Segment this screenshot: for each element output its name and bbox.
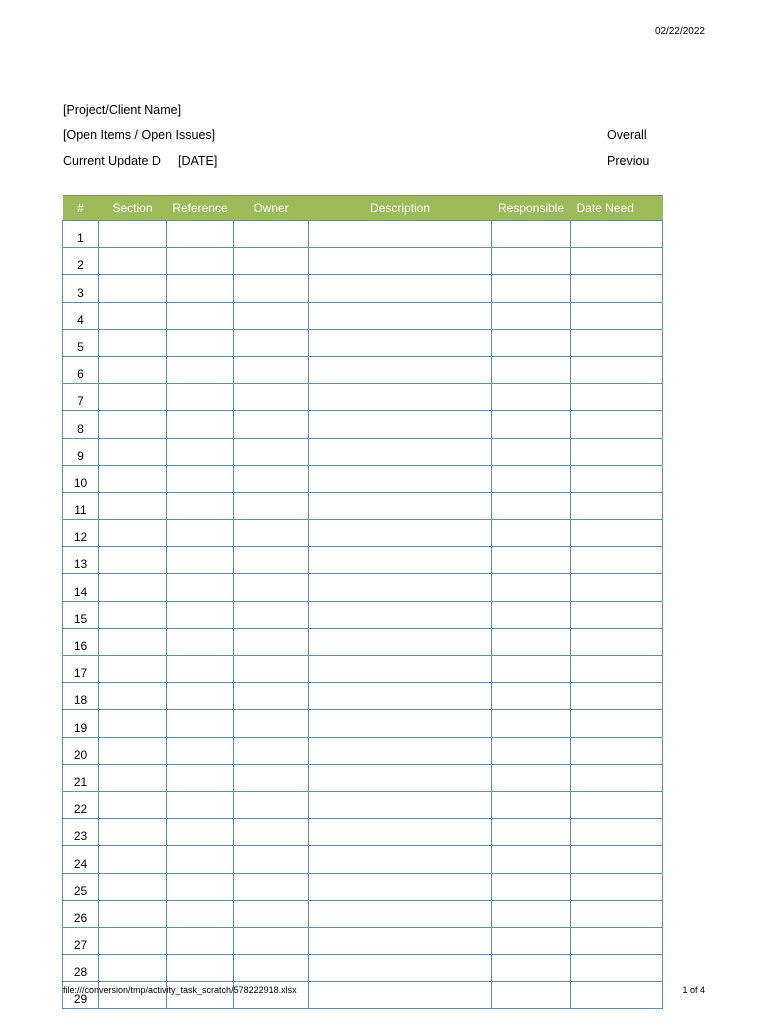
empty-cell: [492, 955, 571, 982]
empty-cell: [167, 737, 234, 764]
empty-cell: [99, 574, 167, 601]
empty-cell: [571, 656, 663, 683]
empty-cell: [492, 900, 571, 927]
row-number-cell: 19: [63, 710, 99, 737]
empty-cell: [309, 927, 492, 954]
overall-label: Overall: [607, 128, 647, 142]
empty-cell: [234, 329, 309, 356]
empty-cell: [99, 438, 167, 465]
empty-cell: [167, 764, 234, 791]
row-number-cell: 18: [63, 683, 99, 710]
empty-cell: [492, 356, 571, 383]
empty-cell: [99, 492, 167, 519]
empty-cell: [492, 628, 571, 655]
empty-cell: [99, 737, 167, 764]
table-row: [63, 248, 663, 275]
row-number-cell: 4: [63, 302, 99, 329]
empty-cell: [571, 791, 663, 818]
empty-cell: [571, 411, 663, 438]
row-number-cell: 20: [63, 737, 99, 764]
empty-cell: [492, 329, 571, 356]
empty-cell: [492, 819, 571, 846]
empty-cell: [492, 492, 571, 519]
empty-cell: [167, 384, 234, 411]
empty-cell: [167, 955, 234, 982]
empty-cell: [571, 819, 663, 846]
row-number-cell: 23: [63, 819, 99, 846]
table-row: [63, 955, 663, 982]
empty-cell: [571, 492, 663, 519]
empty-cell: [492, 275, 571, 302]
empty-cell: [99, 248, 167, 275]
empty-cell: [167, 683, 234, 710]
empty-cell: [309, 221, 492, 248]
empty-cell: [99, 465, 167, 492]
empty-cell: [167, 520, 234, 547]
empty-cell: [99, 656, 167, 683]
empty-cell: [234, 873, 309, 900]
empty-cell: [167, 438, 234, 465]
table-row: [63, 384, 663, 411]
empty-cell: [99, 411, 167, 438]
empty-cell: [234, 520, 309, 547]
empty-cell: [571, 438, 663, 465]
empty-cell: [167, 927, 234, 954]
table-row: [63, 764, 663, 791]
row-number-cell: 22: [63, 791, 99, 818]
row-number-cell: 28: [63, 955, 99, 982]
empty-cell: [167, 356, 234, 383]
empty-cell: [492, 465, 571, 492]
empty-cell: [234, 411, 309, 438]
empty-cell: [99, 791, 167, 818]
empty-cell: [234, 356, 309, 383]
empty-cell: [99, 846, 167, 873]
current-update-date: [DATE]: [178, 154, 218, 168]
empty-cell: [571, 465, 663, 492]
table-row: [63, 846, 663, 873]
table-row: [63, 520, 663, 547]
empty-cell: [99, 356, 167, 383]
empty-cell: [571, 873, 663, 900]
empty-cell: [309, 764, 492, 791]
empty-cell: [309, 982, 492, 1009]
open-items-title: [Open Items / Open Issues]: [63, 128, 216, 142]
empty-cell: [234, 927, 309, 954]
empty-cell: [234, 710, 309, 737]
empty-cell: [234, 221, 309, 248]
empty-cell: [571, 221, 663, 248]
current-update-label: Current Update D: [63, 154, 161, 168]
print-date: 02/22/2022: [654, 26, 705, 37]
empty-cell: [309, 574, 492, 601]
empty-cell: [99, 384, 167, 411]
empty-cell: [309, 384, 492, 411]
row-number-cell: 27: [63, 927, 99, 954]
table-row: [63, 356, 663, 383]
empty-cell: [309, 438, 492, 465]
table-row: [63, 900, 663, 927]
empty-cell: [492, 656, 571, 683]
footer-page-number: 1 of 4: [682, 985, 705, 995]
empty-cell: [234, 683, 309, 710]
table-row: [63, 411, 663, 438]
empty-cell: [571, 329, 663, 356]
empty-cell: [99, 683, 167, 710]
empty-cell: [309, 275, 492, 302]
table-header-row: [63, 196, 663, 221]
col-header-section: Section: [99, 196, 167, 221]
empty-cell: [571, 302, 663, 329]
empty-cell: [571, 710, 663, 737]
empty-cell: [309, 683, 492, 710]
footer-file-path: file:///conversion/tmp/activity_task_scratch/578222918.xlsx: [63, 985, 297, 995]
table-row: [63, 656, 663, 683]
empty-cell: [234, 438, 309, 465]
empty-cell: [234, 601, 309, 628]
empty-cell: [167, 710, 234, 737]
row-number-cell: 12: [63, 520, 99, 547]
col-header-number: #: [63, 196, 99, 221]
empty-cell: [99, 710, 167, 737]
row-number-cell: 3: [63, 275, 99, 302]
table-row: [63, 927, 663, 954]
row-number-cell: 15: [63, 601, 99, 628]
row-number-cell: 24: [63, 846, 99, 873]
empty-cell: [571, 737, 663, 764]
empty-cell: [309, 873, 492, 900]
table-row: [63, 547, 663, 574]
empty-cell: [492, 221, 571, 248]
empty-cell: [99, 628, 167, 655]
empty-cell: [309, 302, 492, 329]
row-number-cell: 29: [63, 982, 99, 1009]
table-row: [63, 710, 663, 737]
row-number-cell: 10: [63, 465, 99, 492]
empty-cell: [309, 846, 492, 873]
empty-cell: [492, 982, 571, 1009]
empty-cell: [309, 737, 492, 764]
empty-cell: [571, 356, 663, 383]
previous-label: Previou: [607, 154, 650, 168]
empty-cell: [571, 275, 663, 302]
empty-cell: [309, 465, 492, 492]
empty-cell: [234, 248, 309, 275]
table-row: [63, 221, 663, 248]
row-number-cell: 14: [63, 574, 99, 601]
empty-cell: [99, 955, 167, 982]
empty-cell: [492, 710, 571, 737]
empty-cell: [167, 221, 234, 248]
empty-cell: [234, 302, 309, 329]
row-number-cell: 1: [63, 221, 99, 248]
empty-cell: [234, 819, 309, 846]
empty-cell: [571, 547, 663, 574]
empty-cell: [571, 846, 663, 873]
issues-grid: [62, 195, 663, 1009]
empty-cell: [309, 329, 492, 356]
empty-cell: [234, 656, 309, 683]
table-row: [63, 791, 663, 818]
table-row: [63, 683, 663, 710]
table-row: [63, 574, 663, 601]
empty-cell: [234, 492, 309, 519]
empty-cell: [309, 900, 492, 927]
empty-cell: [309, 520, 492, 547]
empty-cell: [492, 846, 571, 873]
empty-cell: [309, 411, 492, 438]
project-client-name: [Project/Client Name]: [63, 103, 182, 117]
empty-cell: [492, 438, 571, 465]
empty-cell: [492, 927, 571, 954]
empty-cell: [167, 791, 234, 818]
empty-cell: [492, 601, 571, 628]
empty-cell: [167, 492, 234, 519]
empty-cell: [492, 683, 571, 710]
empty-cell: [309, 791, 492, 818]
table-row: [63, 492, 663, 519]
empty-cell: [167, 465, 234, 492]
col-header-description: Description: [309, 196, 492, 221]
empty-cell: [492, 737, 571, 764]
empty-cell: [571, 927, 663, 954]
empty-cell: [167, 900, 234, 927]
table-row: [63, 438, 663, 465]
table-row: [63, 275, 663, 302]
empty-cell: [492, 764, 571, 791]
table-row: [63, 329, 663, 356]
col-header-owner: Owner: [234, 196, 309, 221]
empty-cell: [99, 764, 167, 791]
empty-cell: [167, 275, 234, 302]
empty-cell: [309, 492, 492, 519]
empty-cell: [492, 873, 571, 900]
empty-cell: [234, 465, 309, 492]
table-row: [63, 465, 663, 492]
empty-cell: [309, 248, 492, 275]
empty-cell: [492, 384, 571, 411]
empty-cell: [167, 574, 234, 601]
table-row: [63, 601, 663, 628]
col-header-responsible: Responsible: [492, 196, 571, 221]
col-header-reference: Reference: [167, 196, 234, 221]
empty-cell: [309, 955, 492, 982]
empty-cell: [492, 547, 571, 574]
row-number-cell: 26: [63, 900, 99, 927]
empty-cell: [309, 547, 492, 574]
empty-cell: [571, 248, 663, 275]
empty-cell: [99, 302, 167, 329]
row-number-cell: 7: [63, 384, 99, 411]
empty-cell: [571, 520, 663, 547]
row-number-cell: 8: [63, 411, 99, 438]
empty-cell: [492, 791, 571, 818]
row-number-cell: 16: [63, 628, 99, 655]
row-number-cell: 2: [63, 248, 99, 275]
empty-cell: [167, 547, 234, 574]
empty-cell: [571, 900, 663, 927]
empty-cell: [309, 819, 492, 846]
table-row: [63, 737, 663, 764]
empty-cell: [234, 275, 309, 302]
empty-cell: [571, 601, 663, 628]
empty-cell: [234, 764, 309, 791]
row-number-cell: 17: [63, 656, 99, 683]
empty-cell: [234, 791, 309, 818]
empty-cell: [309, 601, 492, 628]
empty-cell: [234, 955, 309, 982]
empty-cell: [167, 248, 234, 275]
empty-cell: [571, 574, 663, 601]
empty-cell: [167, 302, 234, 329]
empty-cell: [99, 819, 167, 846]
row-number-cell: 13: [63, 547, 99, 574]
empty-cell: [234, 574, 309, 601]
empty-cell: [234, 547, 309, 574]
empty-cell: [571, 955, 663, 982]
empty-cell: [99, 520, 167, 547]
row-number-cell: 5: [63, 329, 99, 356]
empty-cell: [99, 547, 167, 574]
empty-cell: [234, 846, 309, 873]
empty-cell: [167, 819, 234, 846]
table-row: [63, 628, 663, 655]
empty-cell: [99, 900, 167, 927]
empty-cell: [167, 656, 234, 683]
empty-cell: [492, 248, 571, 275]
empty-cell: [167, 601, 234, 628]
empty-cell: [492, 302, 571, 329]
empty-cell: [571, 384, 663, 411]
empty-cell: [99, 221, 167, 248]
table-body: [63, 221, 663, 1009]
col-header-date-need: Date Need: [571, 196, 663, 221]
row-number-cell: 6: [63, 356, 99, 383]
empty-cell: [167, 411, 234, 438]
row-number-cell: 11: [63, 492, 99, 519]
empty-cell: [309, 710, 492, 737]
empty-cell: [99, 329, 167, 356]
empty-cell: [99, 275, 167, 302]
empty-cell: [234, 737, 309, 764]
empty-cell: [99, 601, 167, 628]
table-row: [63, 873, 663, 900]
empty-cell: [571, 683, 663, 710]
empty-cell: [309, 356, 492, 383]
empty-cell: [492, 574, 571, 601]
empty-cell: [571, 628, 663, 655]
empty-cell: [309, 656, 492, 683]
empty-cell: [571, 764, 663, 791]
empty-cell: [99, 873, 167, 900]
table-row: [63, 819, 663, 846]
empty-cell: [492, 520, 571, 547]
empty-cell: [167, 873, 234, 900]
empty-cell: [167, 329, 234, 356]
empty-cell: [167, 628, 234, 655]
empty-cell: [234, 628, 309, 655]
empty-cell: [309, 628, 492, 655]
empty-cell: [492, 411, 571, 438]
row-number-cell: 9: [63, 438, 99, 465]
table-row: [63, 302, 663, 329]
empty-cell: [167, 846, 234, 873]
empty-cell: [234, 900, 309, 927]
row-number-cell: 21: [63, 764, 99, 791]
empty-cell: [234, 384, 309, 411]
row-number-cell: 25: [63, 873, 99, 900]
empty-cell: [99, 927, 167, 954]
